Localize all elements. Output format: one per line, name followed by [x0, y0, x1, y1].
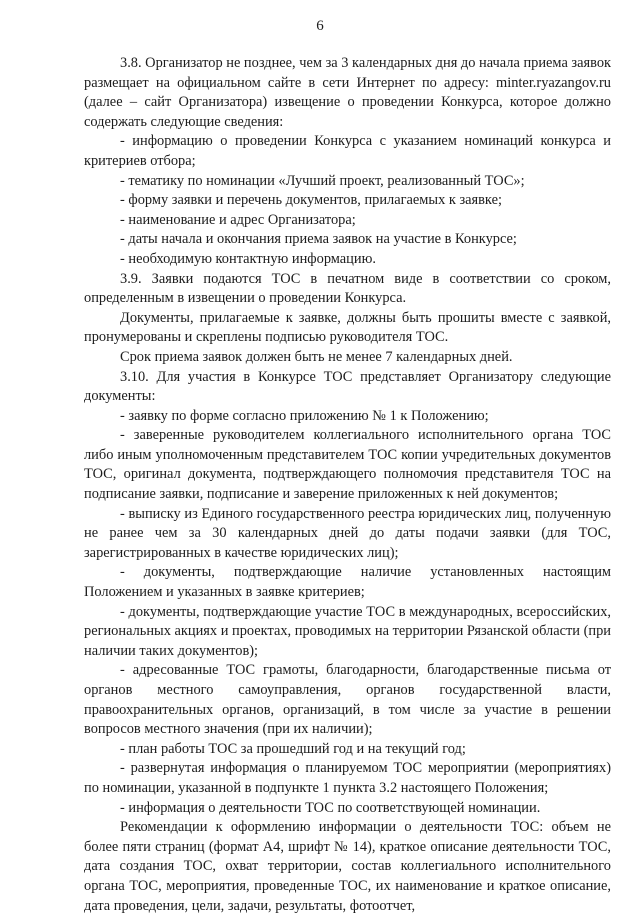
list-item: - форму заявки и перечень документов, прилагаемых к заявке;: [120, 192, 502, 209]
list-item: - выписку из Единого государственного реестра юридических лиц, полученную не ранее чем за 30 календарных дней до даты подачи заявки (для ТОС, зарегистрированных в качестве юридических лиц);: [84, 505, 611, 561]
list-item: - документы, подтверждающие участие ТОС в международных, всероссийских, региональных акциях и проектах, проводимых на территории Рязанской области (при наличии таких документов);: [84, 603, 611, 659]
list-item: - информация о деятельности ТОС по соответствующей номинации.: [120, 799, 541, 816]
paragraph-3-10: 3.10. Для участия в Конкурсе ТОС представляет Организатору следующие документы:: [84, 368, 611, 405]
paragraph-3-8: 3.8. Организатор не позднее, чем за 3 календарных дня до начала приема заявок размещает на официальном сайте в сети Интернет по адресу: minter.ryazangov.ru (далее – сайт Организатора) извещение о проведении Конкурса, которое должно содержать следующие сведения:: [84, 55, 612, 130]
list-item: - даты начала и окончания приема заявок на участие в Конкурсе;: [120, 231, 517, 248]
page-number: 6: [316, 18, 324, 34]
paragraph: Документы, прилагаемые к заявке, должны быть прошиты вместе с заявкой, пронумерованы и скреплены подписью руководителя ТОС.: [84, 309, 611, 346]
list-item: - необходимую контактную информацию.: [120, 250, 376, 267]
list-item: - план работы ТОС за прошедший год и на текущий год;: [120, 740, 466, 757]
list-item: - документы, подтверждающие наличие установленных настоящим Положением и указанных в заявке критериев;: [84, 564, 611, 601]
list-item: - заверенные руководителем коллегиального исполнительного органа ТОС либо иным уполномоченным представителем ТОС копии учредительных документов ТОС, оригинал документа, подтверждающего полномочия представителя ТОС на подписание заявки, подписание и заверение приложенных к ней документов;: [84, 427, 611, 503]
list-item: - заявку по форме согласно приложению № 1 к Положению;: [120, 407, 489, 424]
paragraph-recommendations: Рекомендации к оформлению информации о деятельности ТОС: объем не более пяти страниц (формат А4, шрифт № 14), краткое описание деятельности ТОС, дата создания ТОС, охват территории, состав коллегиального исполнительного органа ТОС, мероприятия, проведенные ТОС, их наименование и краткое описание, дата проведения, цели, задачи, результаты, фотоотчет,: [84, 819, 611, 914]
list-item: - развернутая информация о планируемом ТОС мероприятии (мероприятиях) по номинации, указанной в подпункте 1 пункта 3.2 настоящего Положения;: [84, 760, 611, 796]
paragraph: Срок приема заявок должен быть не менее 7 календарных дней.: [120, 348, 513, 365]
paragraph-3-9: 3.9. Заявки подаются ТОС в печатном виде в соответствии со сроком, определенным в извещении о проведении Конкурса.: [84, 270, 611, 307]
list-item: - наименование и адрес Организатора;: [120, 211, 356, 228]
list-item: - адресованные ТОС грамоты, благодарности, благодарственные письма от органов местного самоуправления, органов государственной власти, правоохранительных органов, организаций, в том числе за участие в решении вопросов местного значения (при их наличии);: [84, 662, 611, 738]
document-body: [84, 54, 611, 916]
list-item: - информацию о проведении Конкурса с указанием номинаций конкурса и критериев отбора;: [84, 133, 611, 169]
list-item: - тематику по номинации «Лучший проект, реализованный ТОС»;: [120, 172, 525, 189]
